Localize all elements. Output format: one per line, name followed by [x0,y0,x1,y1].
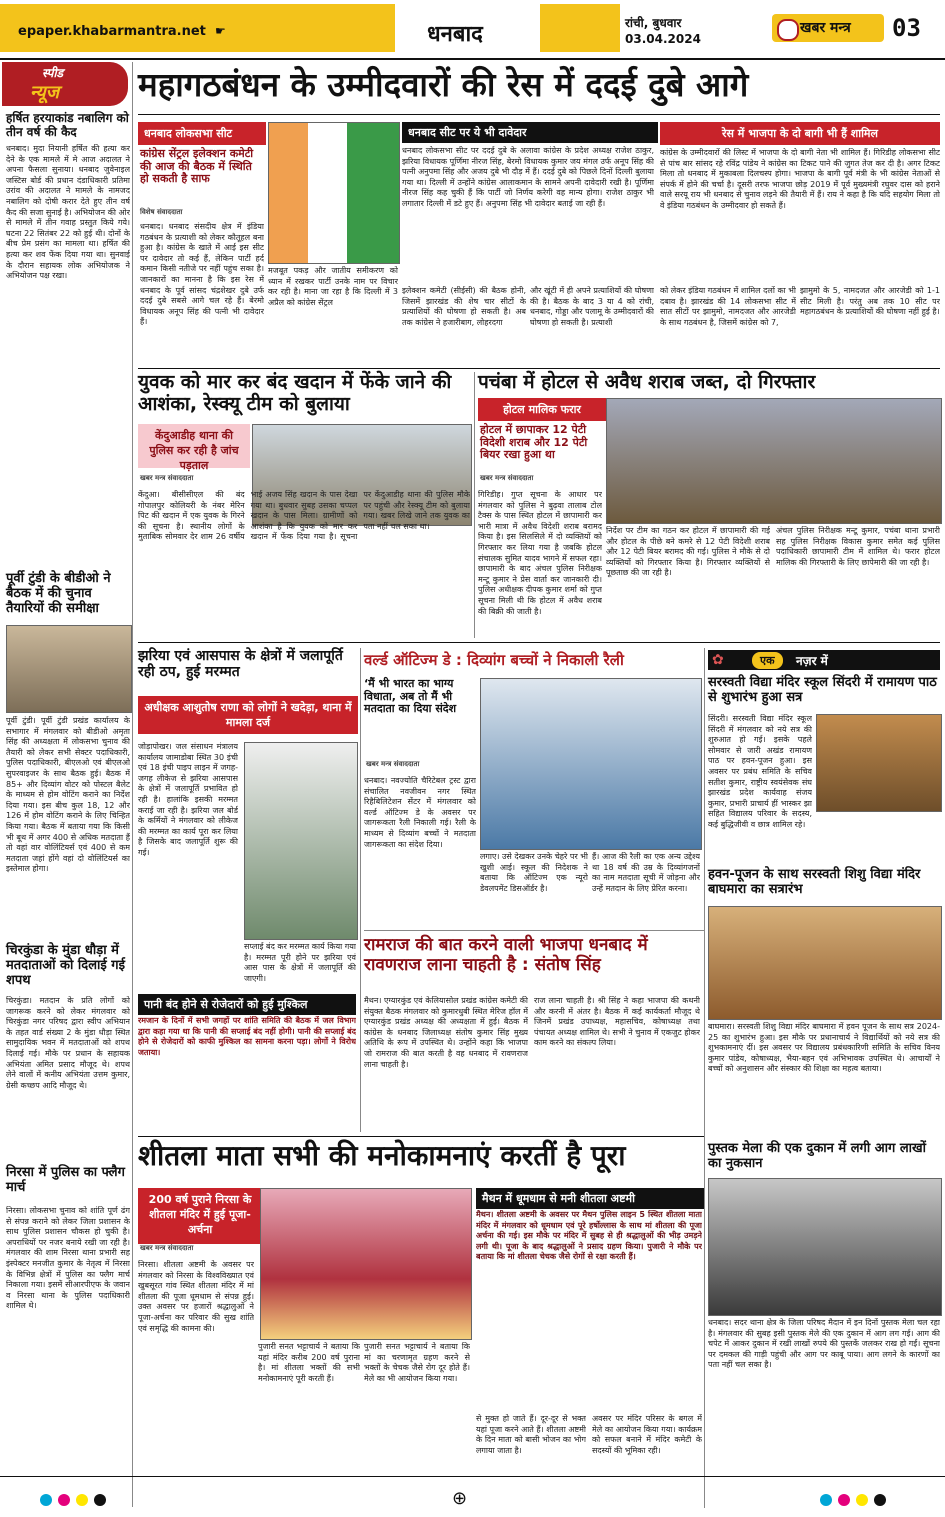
crosshair-icon: ⊕ [452,1488,468,1509]
flower-icon: ✿ [712,652,724,668]
right-divider [704,648,705,1508]
autism-body-2: लगाए। उसे देखकर उनके चेहरे पर भी खुशी आई। स्कूल की निदेशक ने बताया कि ऑटिज्म एक न्यूरो डेवलपमेंट डिसऑर्डर है। [480,852,588,893]
sheetla-body: निरसा। शीतला अष्टमी के अवसर पर मंगलवार को निरसा के विश्वविख्यात एवं खुबसूरत गांव स्थित शीतला मंदिर में मां शीतला की पूजा धूमधाम से संपन्न हुई। उक्त अवसर पर हजारों श्रद्धालुओं ने पूजा-अर्चना कर परिवार की सुख शांति एवं समृद्धि की कामना की। [138,1260,254,1333]
dhanbad-box-title: धनबाद सीट पर ये भी दावेदार [402,122,658,143]
speed-news-body-1: धनबाद। मुदा नियानी हर्षित की हत्या कर देने के एक मामले में मे आज अदालत ने अपना फैसला सुनाया। धनबाद जुवेनाइल जस्टिस बोर्ड की प्रधान दंडाधिकारी प्रतिमा उरांव की अदालत ने मामले के नामजद नबालिग को दोषी करार देते हुए तीन वर्ष कैद की सजा सुनाई है। अभियोजन की ओर से मामले में तीन गवाह प्रस्तुत किये गये। घटना 22 सितंबर 22 को हुई थी। दोनों के बीच प्रेम प्रसंग का मामला था। हर्षित की हत्या कर शव फेंक दिया गया था। सुनवाई के दौरान सहायक लोक अभियोजक ने अभियोजन पक्ष रखा। [6,144,130,281]
speed-news-logo-top: स्पीड [42,66,64,80]
lead-body-a: धनबाद। धनबाद संसदीय क्षेत्र में इंडिया गठबंधन के प्रत्याशी को लेकर कौतूहल बना हुआ है। कांग्रेस के खाते में आई इस सीट पर दावेदार तो कई हैं, लेकिन पार्टी हर्द कमान किसी नतीजे पर नहीं पहुंच सका है। जानकारों का मानना है कि इस रेस में धनबाद के पूर्व सांसद चंद्रशेखर दुबे उर्फ ददई दुबे सबसे आगे चल रहे हैं। बेरमो विधायक अनूप सिंह की पत्नी भी दावेदार हैं। [140,222,264,327]
ek-nazar-tag-b: नज़र में [796,654,828,668]
rule-1 [138,368,940,369]
maithan-body-2: से मुक्त हो जाते हैं। दूर-दूर से भक्त यहां पूजा करने आते हैं। शीतला अष्टमी के दिन माता को बासी भोजन का भोग लगाया जाता है। [476,1414,586,1455]
lead-body-b: मजबूत पकड़ और जातीय समीकरण को ध्यान में रखकर पार्टी उनके नाम पर विचार कर रही है। माना जा रहा है कि दिल्ली में 3 अप्रैल को कांग्रेस सेंट्रल [268,266,398,307]
autism-body-3: हैं। आज की रैली का एक अन्य उद्देश्य था 18 वर्ष की उम्र के दिव्यांगजनों का नाम मतदाता सूची में जोड़ना और उन्हें मतदान के लिए प्रेरित करना। [592,852,700,893]
congress-hand-photo [268,122,400,264]
speed-news-body-4: निरसा। लोकसभा चुनाव को शांति पूर्ण ढंग से संपन्न कराने को लेकर जिला प्रशासन के साथ पुलिस प्रशासन चौकस हो चुकी है। अपराधियों पर नजर बनाये रखी जा रही है। मंगलवार की शाम निरसा थाना प्रभारी सह इंस्पेक्टर मनजीत कुमार के नेतृत्व में निरसा के विभिन्न क्षेत्रों में पुलिस का फ्लैग मार्च निकाला गया। इसमें सीआरपीएफ के जवान व निरसा थाना के पुलिस पदाधिकारी शामिल थे। [6,1206,130,1311]
maithan-body: मैथन। शीतला अष्टमी के अवसर पर मैथन पुलिस लाइन 5 स्थित शीतला माता मंदिर में मंगलवार को धूमधाम एवं पूरे हर्षोल्लास के साथ मां शीतला की पूजा अर्चना की गई। इस मौके पर मंदिर में सुबह से ही श्रद्धालुओं की भीड़ उमड़ने लगी थी। पूजा के बाद श्रद्धालुओं ने प्रसाद ग्रहण किया। पुजारी ने मौके पर बताया कि मां शीतला चेचक जैसे रोगों से रक्षा करती हैं। [476,1210,702,1262]
ek-nazar-body-2: बाघमारा। सरस्वती शिशु विद्या मंदिर बाघमारा में हवन पूजन के साथ सत्र 2024-25 का शुभारंभ हुआ। इस मौके पर प्रधानाचार्य ने विद्यार्थियों को नये सत्र की शुभकामनाएं दीं। इस अवसर पर विद्यालय प्रबंधकारिणी समिति के सचिव विनय कुमार पांडेय, कोषाध्यक्ष, भैया-बहन एवं अभिभावक उपस्थित थे। आचार्यों ने बच्चों को अनुशासन और संस्कार की शिक्षा का महत्व बताया। [708,1022,940,1074]
mid-divider-1 [474,372,475,638]
water-leak-photo [244,742,358,940]
panchba-body-2: निर्देश पर टीम का गठन कर होटल में छापामारी की गई और होटल के पीछे बने कमरे से 12 पेटी विदेशी शराब और 12 पेटी बियर बरामद की गई। पुलिस ने मौके से दो व्यक्तियों को गिरफ्तार किया है। गिरफ्तार व्यक्तियों से पूछताछ की जा रही है। [606,526,770,578]
ek-nazar-body-1: सिंदरी। सरस्वती विद्या मंदिर स्कूल सिंदरी में मंगलवार को नये सत्र की शुरुआत हो गई। इसके पहले सोमवार से जारी अखंड रामायण पाठ पर हवन-पूजन हुआ। इस अवसर पर प्रबंध समिति के सचिव सतीश कुमार, राष्ट्रीय स्वयंसेवक संघ झारखंड प्रदेश कार्यवाह संजय कुमार, प्रभारी प्राचार्य हीं भास्कर झा सहित विद्यालय परिवार के सदस्य, कई बुद्धिजीवी व छात्र शामिल रहे। [708,714,812,829]
reg-dot-2 [58,1494,70,1506]
liquor-seizure-photo [606,398,942,524]
lead-sub: कांग्रेस सेंट्रल इलेक्शन कमेटी की आज की बैठक में स्थिति हो सकती है साफ [140,147,254,186]
page-number: 03 [892,14,921,42]
panchba-byline: खबर मन्त्र संवाददाता [480,474,534,482]
panchba-headline: पचंबा में होटल से अवैध शराब जब्त, दो गिरफ्तार [478,371,816,393]
reg-dot-8 [874,1494,886,1506]
masthead [0,0,945,60]
lead-tag: धनबाद लोकसभा सीट [138,122,266,145]
brand-logo-icon [777,19,799,41]
sheetla-mata-photo [260,1188,472,1340]
cursor-icon: ☛ [215,24,226,38]
sheetla-headline: शीतला माता सभी की मनोकामनाएं करतीं है पूरा [138,1139,626,1172]
jharia-headline: झरिया एवं आसपास के क्षेत्रों में जलापूर्ति रही ठप, हुई मरम्मत [138,648,343,681]
speed-news-logo-bottom: न्यूज [30,82,60,103]
rule-3 [364,930,704,931]
brand-name: खबर मन्त्र [800,20,851,36]
masthead-mid [540,4,620,52]
autism-headline: वर्ल्ड ऑटिज्म डे : दिव्यांग बच्चों ने निकाली रैली [364,651,624,669]
bjp-box-title: रेस में भाजपा के दो बागी भी हैं शामिल [660,122,940,145]
jharia-body-2: सप्लाई बंद कर मरम्मत कार्य किया गया है। मरम्मत पूरी होने पर झरिया एवं आस पास के क्षेत्रों में जलापूर्ति की जाएगी। [244,942,356,983]
lead-body-e: को लेकर इंडिया गठबंधन में शामिल दलों का भी दबाव है। झारखंड की 14 लोकसभा सीट में सात सीटों पर झामुमो, नामदजत और आरजेडी के साथ गठबंधन है, जिसमें कांग्रेस को 7, [660,286,796,327]
lead-body-d: और खूंटी में ही अपने प्रत्याशियों की घोषणा की है। बैठक के बाद 3 या 4 को रांची, धनबाद, गोड्डा और पलामू के उम्मीदवारों की घोषणा हो सकती है। प्रत्याशी [530,286,654,327]
sheetla-byline: खबर मन्त्र संवाददाता [140,1244,194,1252]
reg-dot-6 [838,1494,850,1506]
masthead-url[interactable]: epaper.khabarmantra.net [18,24,206,39]
ek-nazar-tag-a: एक [752,652,783,669]
jharia-banner: अधीक्षक आशुतोष राणा को लोगों ने खदेड़ा, थाना में मामला दर्ज [138,696,358,734]
book-fair-fire-photo [708,1178,942,1316]
sheetla-body-3: पुजारी सनत भट्टाचार्य ने बताया कि मां का चरणामृत ग्रहण करने से भक्तों के चेचक जैसे रोग दूर होते हैं। मेले का भी आयोजन किया गया। [364,1342,470,1383]
ramraj-body-2: राज लाना चाहती है। श्री सिंह ने कहा भाजपा की कथनी और करनी में अंतर है। बैठक में कई कार्यकर्ता मौजूद थे जिनमें प्रखंड उपाध्यक्ष, महासचिव, कोषाध्यक्ष तथा पंचायत अध्यक्ष शामिल थे। सभी ने चुनाव में एकजुट होकर काम करने का संकल्प लिया। [534,996,700,1048]
ek-nazar-body-3: धनबाद। सदर थाना क्षेत्र के जिला परिषद मैदान में इन दिनों पुस्तक मेला चल रहा है। मंगलवार की सुबह इसी पुस्तक मेले की एक दुकान में आग लग गई। आग की चपेट में आकर दुकान में रखी लाखों रुपये की पुस्तकें जलकर राख हो गईं। सूचना पर दमकल की गाड़ी पहुंची और आग पर काबू पाया। आग लगने के कारणों का पता नहीं चल सका है। [708,1318,940,1370]
rule-4 [138,1136,704,1137]
date-line: रांची, बुधवार [625,16,682,30]
speed-news-title-1: हर्षित हरयाकांड नबालिग को तीन वर्ष की कैद [6,111,129,139]
ek-nazar-title-2: हवन-पूजन के साथ सरस्वती शिशु विद्या मंदिर बाघमारा का सत्रारंभ [708,867,921,897]
ramraj-body: मैथन। एग्यारकुंड एवं केलियासोल प्रखंड कांग्रेस कमेटी की संयुक्त बैठक मंगलवार को कुमारधुबी स्थित मेरिज हॉल में एग्यारकुंड प्रखंड अध्यक्ष की अध्यक्षता में हुई। बैठक में कांग्रेस के धनबाद जिलाध्यक्ष संतोष कुमार सिंह मुख्य अतिथि के रूप में उपस्थित थे। उन्होंने कहा कि भाजपा जो रामराज की बात करती है वह धनबाद में रावणराज लाना चाहती है। [364,996,528,1069]
ek-nazar-title-1: सरस्वती विद्या मंदिर स्कूल सिंदरी में रामायण पाठ से शुभारंभ हुआ सत्र [708,675,937,705]
speed-news-logo [2,62,128,106]
jharia-sub-2: पानी बंद होने से रोजेदारों को हुई मुश्किल [138,994,356,1015]
khadan-box: केंदुआडीह थाना की पुलिस कर रही है जांच पड़ताल [138,424,250,468]
autism-rally-photo [480,678,702,850]
mid-divider-2 [360,648,361,1132]
jharia-body-3: रमजान के दिनों में सभी जगहों पर शांति समिति की बैठक में जल विभाग द्वारा कहा गया था कि पानी की सप्लाई बंद नहीं होगी। पानी की सप्लाई बंद होने से रोजेदारों को काफी मुश्किल का सामना करना पड़ा। लोगों ने विरोध जताया। [138,1016,356,1057]
sheetla-body-2: पुजारी सनत भट्टाचार्य ने बताया कि यहां मंदिर करीब 200 वर्ष पुराना है। मां शीतला भक्तों की सभी मनोकामनाएं पूरी करती हैं। [258,1342,360,1383]
lead-body-c: इलेक्शन कमेटी (सीईसी) की बैठक होनी, जिसमें झारखंड की शेष चार सीटों के प्रत्याशियों की घोषणा हो सकती है। अब तक कांग्रेस ने हजारीबाग, लोहरदगा [402,286,526,327]
maithan-body-3: अवसर पर मंदिर परिसर के बगल में मेले का आयोजन किया गया। कार्यक्रम को सफल बनाने में मंदिर कमेटी के सदस्यों की भूमिका रही। [592,1414,702,1455]
speed-news-body-3: चिरकुंडा। मतदान के प्रति लोगों को जागरूक करने को लेकर मंगलवार को चिरकुंडा नगर परिषद द्वारा स्वीप अभियान के तहत वार्ड संख्या 2 के मुंडा धौड़ा स्थित सामुदायिक भवन में मतदाताओं को शपथ दिलाई गई। मौके पर प्रधान के सहायक अभियंता अमित प्रसाद मौजूद थे। शपथ लेने वालों में कनीय अभियंता उत्तम कुमार, ग्रेसी कच्छप आदि मौजूद थे। [6,996,130,1090]
autism-body: धनबाद। नवज्योति चैरिटेबल ट्रस्ट द्वारा संचालित नवजीवन नगर स्थित रिहैबिलिटेशन सेंटर में मंगलवार को वर्ल्ड ऑटिज्म डे के अवसर पर जागरूकता रैली निकाली गई। रैली के माध्यम से दिव्यांग बच्चों ने मतदाता जागरूकता का संदेश दिया। [364,776,476,849]
havan-pujan-photo [708,906,942,1020]
lead-body-f: झामुमो के 5, नामदजत और आरजेडी को 1-1 सीट मिली है। परंतु अब तक 10 सीट पर महागठबंधन के प्रत्याशियों की घोषणा नहीं हुई है। [800,286,940,317]
autism-quote: ‘मैं भी भारत का भाग्य विधाता, अब तो मैं भी मतदाता का दिया संदेश [364,677,457,716]
khadan-body: केंदुआ। बीसीसीएल की बंद गोपालपुर कोलियरी के नंबर मेरिन पिट की खदान में एक युवक के गिरने की सूचना है। स्थानीय लोगों के मुताबिक सोमवार देर शाम 26 वर्षीय भाई अजय सिंह खदान के पास देखा गया था। बुधवार सुबह उसका चप्पल खदान के पास मिला। ग्रामीणों को आशंका है कि युवक को मार कर खदान में फेंक दिया गया है। सूचना पर केंदुआडीह थाना की पुलिस मौके पर पहुंची और रेस्क्यू टीम को बुलाया गया। खबर लिखे जाने तक युवक का पता नहीं चल सका था। [138,490,470,542]
reg-dot-1 [40,1494,52,1506]
date: 03.04.2024 [625,32,701,46]
reg-dot-3 [76,1494,88,1506]
footer-rule [0,1476,945,1477]
ek-nazar-title-3: पुस्तक मेला की एक दुकान में लगी आग लाखों का नुकसान [708,1141,927,1171]
jharia-body: जोड़ापोखर। जल संसाधन मंत्रालय कार्यालय जामाडोबा स्थित 30 इंची एवं 18 इंची पाइप लाइन में जगह-जगह लीकेज से झरिया आसपास के क्षेत्रों में जलापूर्ति प्रभावित हो रही है। हालांकि इसकी मरम्मत कराई जा रही है। झरिया जल बोर्ड के कर्मियों ने मंगलवार को लीकेज की मरम्मत का कार्य पूरा कर लिया है जिसके बाद जलापूर्ति शुरू की गई। [138,742,238,857]
maithan-title: मैथन में धूमधाम से मनी शीतला अष्टमी [476,1188,704,1209]
reg-dot-5 [820,1494,832,1506]
dhanbad-box-body: धनबाद लोकसभा सीट पर ददई दुबे के अलावा कांग्रेस के प्रदेश अध्यक्ष राजेश ठाकुर, झरिया विधायक पूर्णिमा नीरज सिंह, बेरमो विधायक कुमार जय मंगल उर्फ अनूप सिंह की पत्नी अनुपमा सिंह और अजय दुबे भी दौड़ में हैं। ददई दुबे को पिछले दिनों दिल्ली बुलाया गया था। दिल्ली में उन्होंने कांग्रेस आलाकमान के सामने अपनी दावेदारी रखी है। पूर्णिमा नीरज सिंह कह चुकी हैं कि पार्टी जो निर्णय करेगी वह मान्य होगा। राजेश ठाकुर भी लगातार दिल्ली में डटे हुए हैं। अनुपमा सिंह भी दावेदार बताई जा रही हैं। [402,146,654,208]
left-column-divider [132,62,133,1507]
panchba-tag: होटल मालिक फरार [478,398,606,421]
sheetla-box: 200 वर्ष पुराने निरसा के शीतला मंदिर में हुई पूजा-अर्चना [138,1188,262,1244]
autism-byline: खबर मन्त्र संवाददाता [366,760,420,768]
ramayan-path-photo [816,714,942,812]
rule-2 [138,642,940,643]
speed-news-title-2: पूर्वी टुंडी के बीडीओ ने बैठक में की चुनाव तैयारियों की समीक्षा [6,571,111,616]
reg-dot-7 [856,1494,868,1506]
reg-dot-4 [94,1494,106,1506]
khadan-byline: खबर मन्त्र संवाददाता [140,474,194,482]
panchba-body: गिरिडीह। गुप्त सूचना के आधार पर मंगलवार को पुलिस ने बुढ़वा तालाब टोल टैक्स के पास स्थित होटल में छापामारी कर भारी मात्रा में अवैध विदेशी शराब बरामद किया है। इस सिलसिले में दो व्यक्तियों को गिरफ्तार कर लिया गया है जबकि होटल संचालक सुमित यादव भागने में सफल रहा। छापामारी के बाद अंचल पुलिस निरीक्षक मन्टू कुमार ने प्रेस वार्ता कर जानकारी दी। पुलिस अधीक्षक दीपक कुमार शर्मा को गुप्त सूचना मिली थी कि होटल में अवैध शराब की बिक्री की जाती है। [478,490,602,616]
speed-news-body-2: पूर्वी टुंडी। पूर्वी टुंडी प्रखंड कार्यालय के सभागार में मंगलवार को बीडीओ अमृता सिंह की अध्यक्षता में लोकसभा चुनाव की तैयारी को लेकर सभी सेक्टर पदाधिकारी, पुलिस पदाधिकारी, बीएलओ एवं बीएलओ सुपरवाइजर के साथ बैठक हुई। बैठक में 85+ और दिव्यांग वोटर को पोस्टल बैलेट के माध्यम से होम वोटिंग कराने का निर्देश दिया गया। इस बीच कुल 18, 12 और 126 में होम वोटिंग कराने के लिए चिन्हित किया गया। बैठक में बताया गया कि किसी भी बूथ में अगर 400 से अधिक मतदाता हैं तो वहां वार वोलिंटियर्स एवं 400 से कम मतदाता जहां होंगे वहां दो वोलिंटियर्स का इस्तेमाल होगा। [6,716,130,874]
panchba-body-3: अंचल पुलिस निरीक्षक मन्टू कुमार, पचंबा थाना प्रभारी सह पुलिस निरीक्षक विकास कुमार समेत कई पुलिस पदाधिकारी छापामारी टीम में शामिल थे। फरार होटल मालिक की गिरफ्तारी के लिए छापेमारी की जा रही है। [776,526,940,567]
bdo-meeting-photo [6,625,132,713]
panchba-sub: होटल में छापाकर 12 पेटी विदेशी शराब और 12 पेटी बियर रखा हुआ था [480,423,588,462]
speed-news-title-3: चिरकुंडा के मुंडा धौड़ा में मतदाताओं को दिलाई गई शपथ [6,943,125,988]
ramraj-headline: रामराज की बात करने वाली भाजपा धनबाद में रावणराज लाना चाहती है : संतोष सिंह [364,935,648,975]
lead-byline: विशेष संवाददाता [140,208,183,216]
khadan-headline: युवक को मार कर बंद खदान में फेंके जाने की आशंका, रेस्क्यू टीम को बुलाया [138,371,452,415]
section-name: धनबाद [427,22,483,47]
bjp-box-body: कांग्रेस के उम्मीदवारों की लिस्ट में भाजपा के दो बागी नेता भी शामिल हैं। गिरिडीह लोकसभा सीट से पांच बार सांसद रहे रविंद्र पांडेय ने कांग्रेस का टिकट पाने की जुगत तेज कर दी है। अगर टिकट मिला तो धनबाद में मुकाबला दिलचस्प होगा। भाजपा के बागी पूर्व मंत्री के भी कांग्रेस नेताओं से संपर्क में होने की चर्चा है। दूसरी तरफ भाजपा छोड़ 2019 में पूर्व मुख्यमंत्री रघुवर दास को हराने वाले सरयू राय भी धनबाद से चुनाव लड़ने की तैयारी में हैं। राय ने कहा है कि यदि सहयोग मिला तो वे इंडिया गठबंधन के उम्मीदवार हो सकते हैं। [660,148,940,210]
lead-headline: महागठबंधन के उम्मीदवारों की रेस में ददई दुबे आगे [138,65,749,104]
lead-rule [138,114,940,115]
speed-news-title-4: निरसा में पुलिस का फ्लैग मार्च [6,1165,125,1195]
